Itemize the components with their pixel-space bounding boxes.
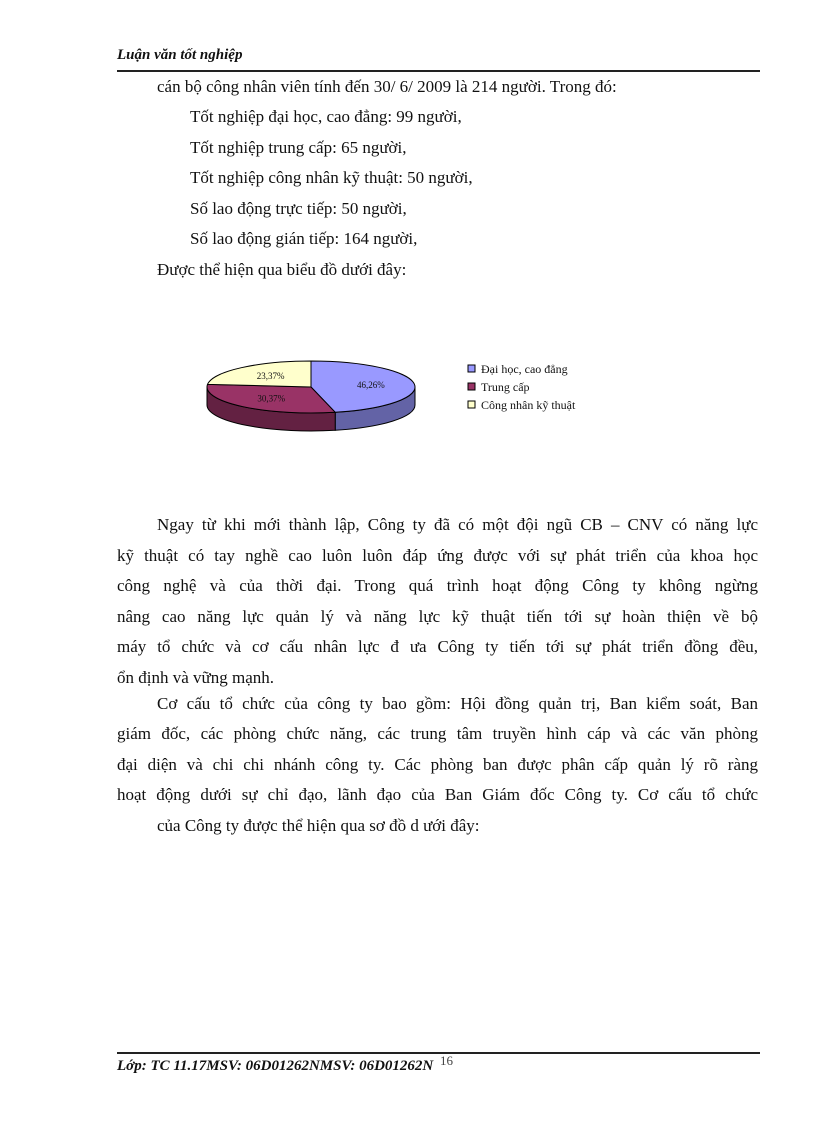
list-item: Tốt nghiệp đại học, cao đẳng: 99 người, xyxy=(190,107,462,126)
paragraph-line: ổn định và vững mạnh. xyxy=(117,668,275,687)
paragraph-line: Cơ cấu tổ chức của công ty bao gồm: Hội đồng quản trị, Ban kiểm soát, Ban xyxy=(157,694,758,713)
legend-label: Trung cấp xyxy=(481,380,530,394)
paragraph-line: máy tổ chức và cơ cấu nhân lực đ ưa Công ty tiến tới sự phát triển đồng đều, xyxy=(117,637,758,656)
pie-slice-label: 23,37% xyxy=(256,370,285,381)
pie-chart xyxy=(195,345,635,455)
paragraph-line: giám đốc, các phòng chức năng, các trung tâm truyền hình cáp và các văn phòng xyxy=(117,724,758,743)
legend-label: Đại học, cao đẳng xyxy=(481,362,568,376)
paragraph-line: Ngay từ khi mới thành lập, Công ty đã có một đội ngũ CB – CNV có năng lực xyxy=(157,515,758,534)
list-item: Tốt nghiệp trung cấp: 65 người, xyxy=(190,138,407,157)
pie-slice-label: 46,26% xyxy=(357,380,385,391)
list-item: Số lao động gián tiếp: 164 người, xyxy=(190,229,418,248)
paragraph-line: kỹ thuật có tay nghề cao luôn luôn đáp ứng được với sự phát triển của khoa học xyxy=(117,546,758,565)
paragraph-line: đại diện và chi chi nhánh công ty. Các phòng ban được phân cấp quản lý rõ ràng xyxy=(117,755,758,774)
document-header-title: Luận văn tốt nghiệp xyxy=(117,47,243,63)
intro-line: cán bộ công nhân viên tính đến 30/ 6/ 2009 là 214 người. Trong đó: xyxy=(157,77,617,96)
footer-rule xyxy=(117,1052,760,1054)
paragraph-line: công nghệ và của thời đại. Trong quá trình hoạt động Công ty không ngừng xyxy=(117,576,758,595)
paragraph-line: nâng cao năng lực quản lý và năng lực kỹ thuật tiến tới sự hoàn thiện về bộ xyxy=(117,607,758,626)
paragraph-line: hoạt động dưới sự chỉ đạo, lãnh đạo của Ban Giám đốc Công ty. Cơ cấu tổ chức xyxy=(117,785,758,804)
paragraph-line: của Công ty được thể hiện qua sơ đồ d ưới đây: xyxy=(157,816,480,835)
chart-intro: Được thể hiện qua biểu đồ dưới đây: xyxy=(157,260,407,279)
legend-label: Công nhân kỹ thuật xyxy=(481,398,576,412)
list-item: Tốt nghiệp công nhân kỹ thuật: 50 người, xyxy=(190,168,473,187)
legend-swatch xyxy=(468,365,475,372)
legend-swatch xyxy=(468,401,475,408)
pie-slice-label: 30,37% xyxy=(257,393,286,404)
list-item: Số lao động trực tiếp: 50 người, xyxy=(190,199,407,218)
footer-text: Lớp: TC 11.17MSV: 06D01262NMSV: 06D01262N xyxy=(117,1058,434,1074)
legend-swatch xyxy=(468,383,475,390)
header-rule xyxy=(117,70,760,72)
page-number: 16 xyxy=(440,1053,453,1068)
